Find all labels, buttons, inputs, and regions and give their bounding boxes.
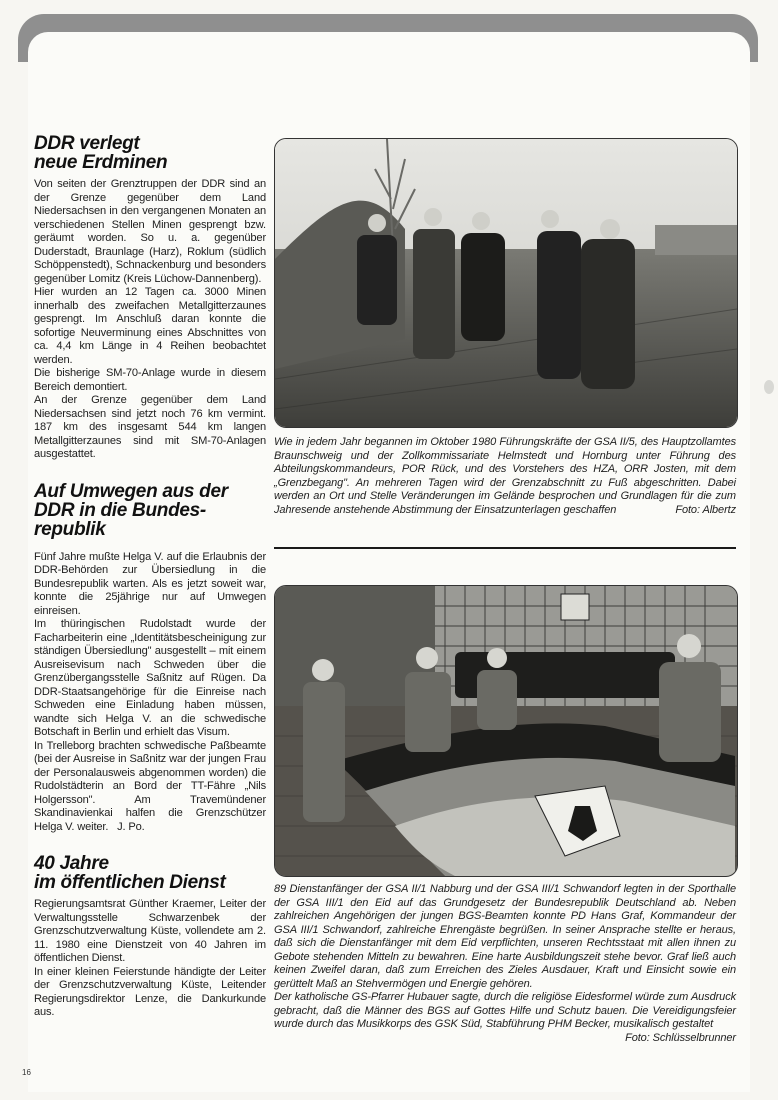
punch-hole-mark <box>764 380 774 394</box>
author-signature: J. Po. <box>117 820 145 833</box>
photo-caption <box>274 436 736 517</box>
headline-ddr-erdminen <box>34 134 266 172</box>
headline-40-jahre <box>34 854 266 892</box>
caption-text: Der katholische GS-Pfarrer Hubauer sagte, durch die religiöse Eidesformel würde zum Ausdruck gebracht, daß die Männer des BGS auf Gottes Hilfe und Schutz bauen. Die Vereidigungsfeier wurde durch das Musikkorps des GSK Süd, Stabführung PHM Becker, musikalisch gestaltet <box>274 991 736 1030</box>
paragraph: An der Grenze gegenüber dem Land Niedersachsen sind jetzt noch 76 km vermint. 187 km des insgesamt 544 km langen Metallgitterzaunes sind mit SM-70-Anlagen ausgestattet. <box>34 394 266 460</box>
photo-credit: Foto: Albertz <box>675 503 736 516</box>
headline-line: 40 Jahre <box>34 853 109 874</box>
left-column <box>34 134 266 1020</box>
headline-line: republik <box>34 518 106 540</box>
page-number: 16 <box>22 1068 31 1077</box>
article-ddr-erdminen <box>34 134 266 462</box>
paragraph: Von seiten der Grenztruppen der DDR sind an der Grenze gegenüber dem Land Niedersachsen in den vergangenen Monaten an verschiedenen Stellen Minen gesprengt bzw. geräumt worden. So u. a. gegenüber Duderstadt, Braunlage (Harz), Roklum (südlich Schöppenstedt), Schnackenburg und besonders gegenüber Lomitz (Kreis Lüchow-Dannenberg). <box>34 178 266 285</box>
paragraph-text: In Trelleborg brachten schwedische Paßbeamte (bei der Ausreise in Saßnitz war der jungen Frau der Personalausweis abgenommen worden) die Rudolstädterin an Bord der TT-Fähre „Nils Holgersson". Am Travemündener Skandinavienkai halfen die Grenzschützer Helga V. weiter. <box>34 739 266 833</box>
paragraph: Regierungsamtsrat Günther Kraemer, Leiter der Verwaltungsstelle Schwarzenbek der Grenzschutzverwaltung Küste, vollendete am 2. 11. 1980 eine Dienstzeit von 40 Jahren im öffentlichen Dienst. <box>34 898 266 964</box>
paragraph: Im thüringischen Rudolstadt wurde der Facharbeiterin eine „Identitätsbescheinigung zur ständigen Übersiedlung" ausgestellt – mit einem Ausreisevisum nach Schweden über die Grenzübergangsstelle Saßnitz auf Rügen. Da DDR-Staatsangehörige für die Einreise nach Schweden eine Einladung haben müssen, wandte sich Helga V. an die schwedische Botschaft in Berlin und erhielt das Visum. <box>34 618 266 738</box>
caption-text: Wie in jedem Jahr begannen im Oktober 1980 Führungskräfte der GSA II/5, des Hauptzollamtes Braunschweig und der Zollkommissariate Helmstedt und Hornburg unter Führung des Abteilungskommandeurs, POR Rück, und des Vorstehers des HZA, ORR Josten, mit dem „Grenzbegang". An mehreren Tagen wird der Grenzabschnitt zu Fuß abgeschritten. Dabei werden an Ort und Stelle Veränderungen im Gelände besprochen und Grundlagen für die zum Jahresende anstehende Abstimmung der Einsatzunterlagen geschaffen <box>274 436 736 516</box>
section-divider <box>274 547 736 549</box>
paragraph: In einer kleinen Feierstunde händigte der Leiter der Grenzschutzverwaltung Küste, Leitender Regierungsdirektor Lenze, die Dankurkunde aus. <box>34 965 266 1018</box>
headline-auf-umwegen <box>34 482 266 539</box>
caption-text: 89 Dienstanfänger der GSA II/1 Nabburg und der GSA III/1 Schwandorf legten in der Sporthalle der GSA III/1 den Eid auf das Grundgesetz der Bundesrepublik Deutschland ab. Neben zahlreichen Angehörigen der jungen BGS-Beamten konnte PD Hans Graf, Kommandeur der GSA III/1 Schwandorf, zahlreiche Ehrengäste begrüßen. In seiner Ansprache stellte er heraus, daß sich die Dienstanfänger mit dem Eid verpflichten, unseren Rechtsstaat mit allen ihnen zu Gebote stehenden Mitteln zu bewahren. Eine harte Ausbildungszeit stehe bevor. Graf ließ auch keinen Zweifel daran, daß zum Erreichen des Zieles Ausdauer, Kraft und Einsicht sowie ein gerüttelt Maß an Stehvermögen und Energie gehören. <box>274 883 736 990</box>
right-column <box>274 138 736 1045</box>
photo-vereidigung-image <box>275 586 737 876</box>
photo-grenzbegang <box>274 138 738 428</box>
article-40-jahre <box>34 854 266 1020</box>
headline-line: neue Erdminen <box>34 152 168 173</box>
article-auf-umwegen <box>34 482 266 835</box>
photo-grenzbegang-image <box>275 139 737 427</box>
headline-line: DDR verlegt <box>34 133 140 154</box>
paragraph: Die bisherige SM-70-Anlage wurde in diesem Bereich demontiert. <box>34 367 266 393</box>
headline-line: DDR in die Bundes- <box>34 499 206 521</box>
photo-vereidigung <box>274 585 738 877</box>
paragraph <box>34 740 266 835</box>
headline-line: Auf Umwegen aus der <box>34 480 228 502</box>
photo-caption <box>274 883 736 1044</box>
headline-line: im öffentlichen Dienst <box>34 872 226 893</box>
paragraph: Fünf Jahre mußte Helga V. auf die Erlaubnis der DDR-Behörden zur Übersiedlung in die Bundesrepublik warten. Als es jetzt soweit war, konnte die 25jährige nur auf Umwegen einreisen. <box>34 550 266 617</box>
paragraph: Hier wurden an 12 Tagen ca. 3000 Minen innerhalb des zweifachen Metallgitterzaunes gesprengt. Im Anschluß daran konnte die sofortige Neuverminung eines Abschnittes von ca. 4,4 km Länge in 4 Reihen beobachtet werden. <box>34 286 266 366</box>
photo-credit: Foto: Schlüsselbrunner <box>625 1031 736 1044</box>
